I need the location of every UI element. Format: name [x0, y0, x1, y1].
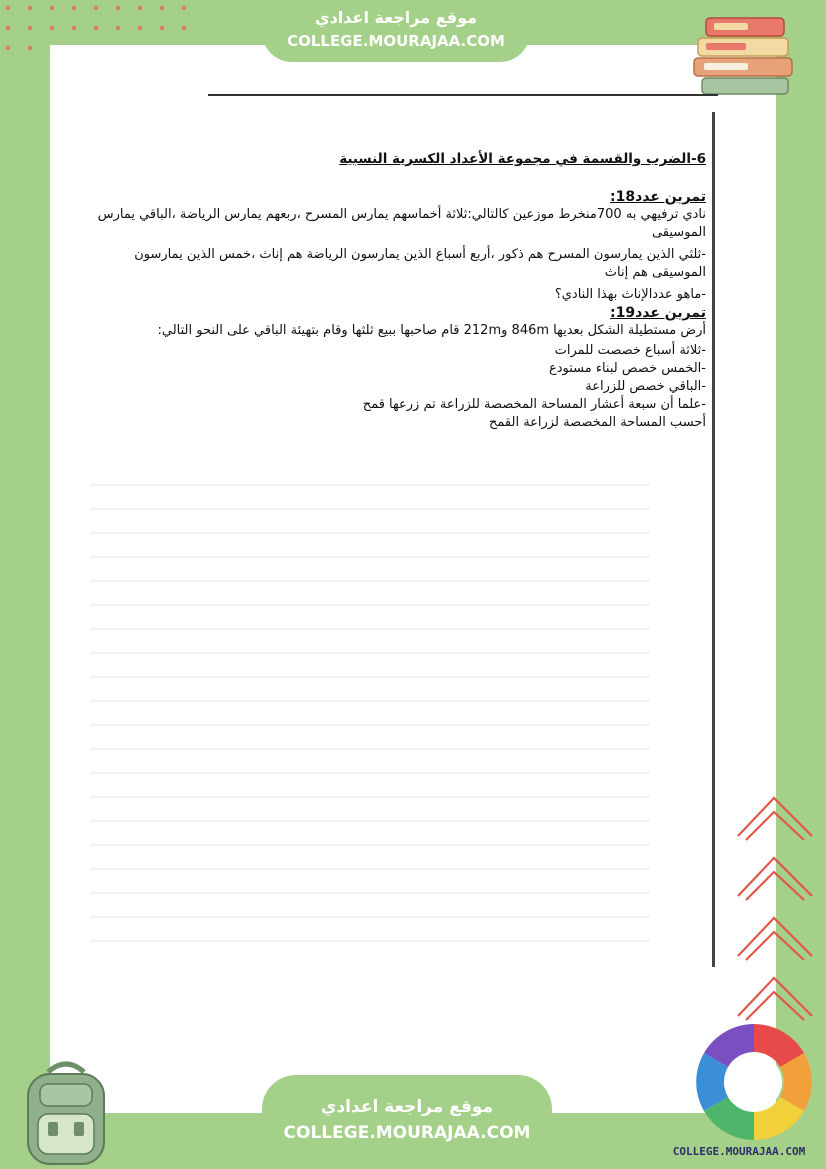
exercise-19-title: تمرين عدد19: [609, 305, 706, 321]
section-title: 6-الضرب والقسمة في مجموعة الأعداد الكسرية النسبية [339, 151, 706, 167]
exercise-19-line-6: أحسب المساحة المخصصة لزراعة القمح [489, 415, 706, 430]
chevron-up-decor-icon [730, 790, 820, 1040]
exercise-18-line-3: -ماهو عددالإناث بهذا النادي؟ [554, 287, 706, 302]
footer-banner [262, 1075, 552, 1169]
footer-site-name: موقع مراجعة اعدادي [320, 1097, 494, 1117]
document-scan [70, 92, 720, 967]
header-site-name: موقع مراجعة اعدادي [314, 8, 478, 27]
exercise-19-line-1: أرض مستطيلة الشكل بعديها 846m و212m قام صاحبها ببيع ثلثها وقام بتهيئة الباقي على النحو التالي: [157, 323, 706, 338]
exercise-19-line-5: -علما أن سبعة أعشار المساحة المخصصة للزراعة تم زرعها قمح [362, 397, 706, 412]
footer-site-url[interactable]: COLLEGE.MOURAJAA.COM [283, 1123, 531, 1143]
backpack-icon [18, 1058, 114, 1166]
exercise-18-title: تمرين عدد18: [609, 189, 706, 205]
books-icon [692, 12, 804, 98]
top-rule [208, 94, 718, 96]
mourajaa-logo-icon [694, 1022, 814, 1142]
logo-caption: COLLEGE.MOURAJAA.COM [672, 1145, 806, 1158]
exercise-19-line-4: -الباقي خصص للزراعة [585, 379, 706, 394]
exercise-19-line-3: -الخمس خصص لبناء مستودع [548, 361, 706, 376]
exercise-18-line-1: نادي ترفيهي به 700منخرط موزعين كالتالي:ثلاثة أخماسهم يمارس المسرح ،ربعهم يمارس الرياضة ،الباقي يمارس الموسيقى [97, 207, 706, 240]
exercise-18-line-2: -ثلثي الذين يمارسون المسرح هم ذكور ،أربع أسباع الذين يمارسون الرياضة هم إناث ،خمس الذين يمارسون الموسيقى هم إناث [134, 247, 706, 280]
header-banner [262, 0, 530, 62]
exercise-18 [86, 188, 706, 304]
header-site-url[interactable]: COLLEGE.MOURAJAA.COM [287, 32, 505, 50]
faded-bleed-through [90, 462, 650, 942]
exercise-19 [86, 304, 706, 432]
margin-rule [712, 112, 715, 967]
exercise-19-line-2: -ثلاثة أسباع خصصت للمرات [554, 343, 706, 358]
